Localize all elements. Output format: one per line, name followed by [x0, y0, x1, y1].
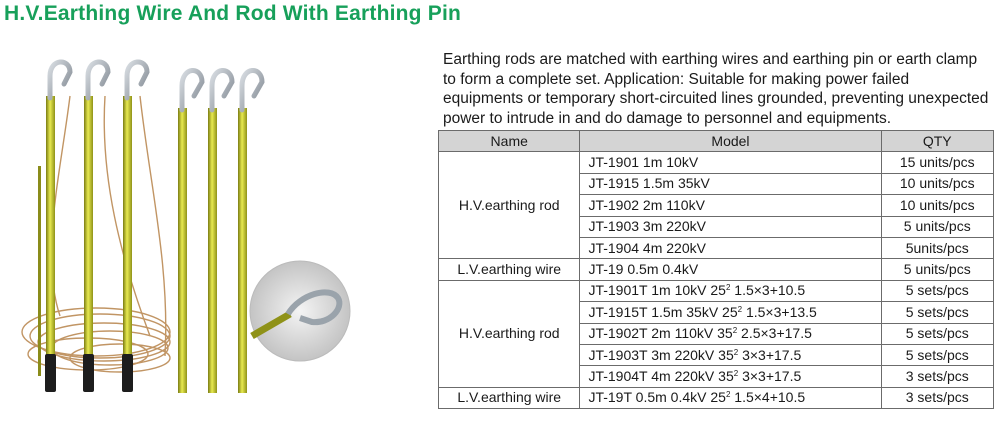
group-name: H.V.earthing rod: [439, 152, 580, 259]
wire-coil: [22, 96, 170, 372]
description: Earthing rods are matched with earthing wires and earthing pin or earth clamp to form a complete set. Application: Suitable for making power failed equipments or temporary short-circuited lines grounded, preventing unexpected power to intrude in and do damage to personnel and equipments.: [443, 51, 989, 127]
model-cell: JT-19T 0.5m 0.4kV $25^2$ 1.5×4+10.5: [580, 387, 881, 408]
model-cell: JT-19 0.5m 0.4kV: [580, 259, 881, 280]
model-cell: JT-1901T 1m 10kV $25^2$ 1.5×3+10.5: [580, 280, 881, 301]
qty-cell: 5 sets/pcs: [881, 280, 993, 301]
qty-cell: 10 units/pcs: [881, 173, 993, 194]
model-cell: JT-1915T 1.5m 35kV $25^2$ 1.5×3+13.5: [580, 302, 881, 323]
model-cell: JT-1904 4m 220kV: [580, 237, 881, 258]
earthing-pin: [38, 166, 41, 376]
qty-cell: 5 sets/pcs: [881, 302, 993, 323]
hooks: [50, 62, 262, 110]
group-name: L.V.earthing wire: [439, 259, 580, 280]
clamp-zoom: [250, 261, 350, 361]
table-row: [439, 259, 994, 280]
group-name: H.V.earthing rod: [439, 280, 580, 387]
table-row: [439, 387, 994, 408]
model-cell: JT-1915 1.5m 35kV: [580, 173, 881, 194]
model-cell: JT-1904T 4m 220kV $35^2$ 3×3+17.5: [580, 366, 881, 387]
model-cell: JT-1901 1m 10kV: [580, 152, 881, 173]
spec-table: [438, 130, 994, 409]
qty-cell: 15 units/pcs: [881, 152, 993, 173]
qty-cell: 5units/pcs: [881, 237, 993, 258]
qty-cell: 3 sets/pcs: [881, 387, 993, 408]
model-cell: JT-1902T 2m 110kV $35^2$ 2.5×3+17.5: [580, 323, 881, 344]
qty-cell: 5 units/pcs: [881, 216, 993, 237]
header-name: Name: [439, 131, 580, 152]
table-row: [439, 152, 994, 173]
table-row: [439, 280, 994, 301]
product-photo: [0, 36, 420, 421]
model-cell: JT-1903T 3m 220kV $35^2$ 3×3+17.5: [580, 344, 881, 365]
group-name: L.V.earthing wire: [439, 387, 580, 408]
qty-cell: 10 units/pcs: [881, 195, 993, 216]
model-cell: JT-1902 2m 110kV: [580, 195, 881, 216]
header-model: Model: [580, 131, 881, 152]
qty-cell: 3 sets/pcs: [881, 366, 993, 387]
table-header-row: [439, 131, 994, 152]
qty-cell: 5 sets/pcs: [881, 344, 993, 365]
qty-cell: 5 units/pcs: [881, 259, 993, 280]
page-title: H.V.Earthing Wire And Rod With Earthing Pin: [4, 2, 462, 25]
header-qty: QTY: [881, 131, 993, 152]
qty-cell: 5 sets/pcs: [881, 323, 993, 344]
model-cell: JT-1903 3m 220kV: [580, 216, 881, 237]
